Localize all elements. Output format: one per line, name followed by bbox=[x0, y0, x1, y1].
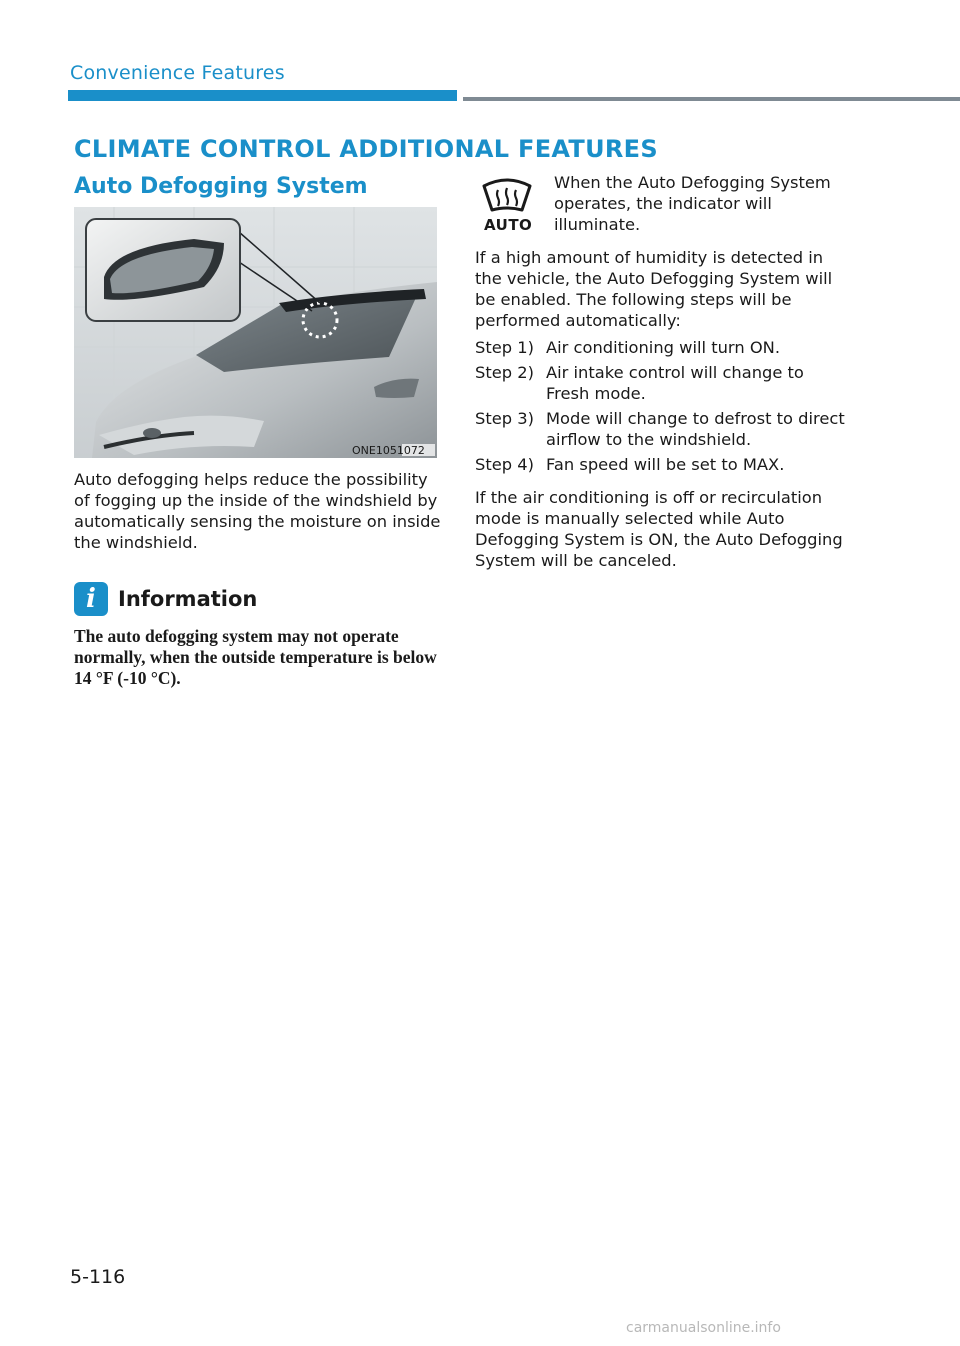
information-block bbox=[74, 582, 446, 689]
step-text: Mode will change to defrost to direct airflow to the windshield. bbox=[546, 409, 845, 449]
humidity-paragraph: If a high amount of humidity is detected in the vehicle, the Auto Defogging System will be enabled. The following steps will be performed automatically: bbox=[475, 248, 833, 330]
step-label: Step 4) bbox=[475, 455, 534, 474]
section-title: CLIMATE CONTROL ADDITIONAL FEATURES bbox=[74, 135, 658, 163]
step-label: Step 1) bbox=[475, 338, 534, 357]
figure-code: ONE1051072 bbox=[352, 444, 425, 457]
information-header bbox=[74, 582, 446, 616]
watermark: carmanualsonline.info bbox=[626, 1320, 781, 1336]
car-windshield-illustration bbox=[74, 207, 437, 458]
indicator-description: When the Auto Defogging System operates, the indicator will illuminate. bbox=[554, 173, 831, 234]
auto-defog-indicator-icon bbox=[478, 176, 536, 236]
step-label: Step 3) bbox=[475, 409, 534, 428]
step-item bbox=[475, 454, 845, 475]
page-number: 5-116 bbox=[70, 1266, 126, 1288]
header-section-title: Convenience Features bbox=[70, 62, 285, 84]
header-rule-gray bbox=[463, 97, 960, 101]
information-text: The auto defogging system may not operate normally, when the outside temperature is below 14 °F (-10 °C). bbox=[74, 626, 437, 688]
intro-paragraph: Auto defogging helps reduce the possibility of fogging up the inside of the windshield by automatically sensing the moisture on inside the windshield. bbox=[74, 470, 441, 552]
indicator-icon-label: AUTO bbox=[484, 216, 533, 234]
subsection-title: Auto Defogging System bbox=[74, 174, 368, 199]
steps-list bbox=[475, 337, 845, 479]
info-icon: i bbox=[74, 582, 108, 616]
windshield-figure bbox=[74, 207, 437, 458]
step-item bbox=[475, 362, 845, 404]
step-item bbox=[475, 408, 845, 450]
step-item bbox=[475, 337, 845, 358]
cancel-paragraph: If the air conditioning is off or recirculation mode is manually selected while Auto Defogging System is ON, the Auto Defogging System will be canceled. bbox=[475, 488, 843, 570]
information-title: Information bbox=[118, 587, 258, 611]
header-rule-accent bbox=[68, 90, 457, 101]
step-text: Air conditioning will turn ON. bbox=[546, 338, 780, 357]
step-label: Step 2) bbox=[475, 363, 534, 382]
step-text: Air intake control will change to Fresh mode. bbox=[546, 363, 804, 403]
step-text: Fan speed will be set to MAX. bbox=[546, 455, 785, 474]
